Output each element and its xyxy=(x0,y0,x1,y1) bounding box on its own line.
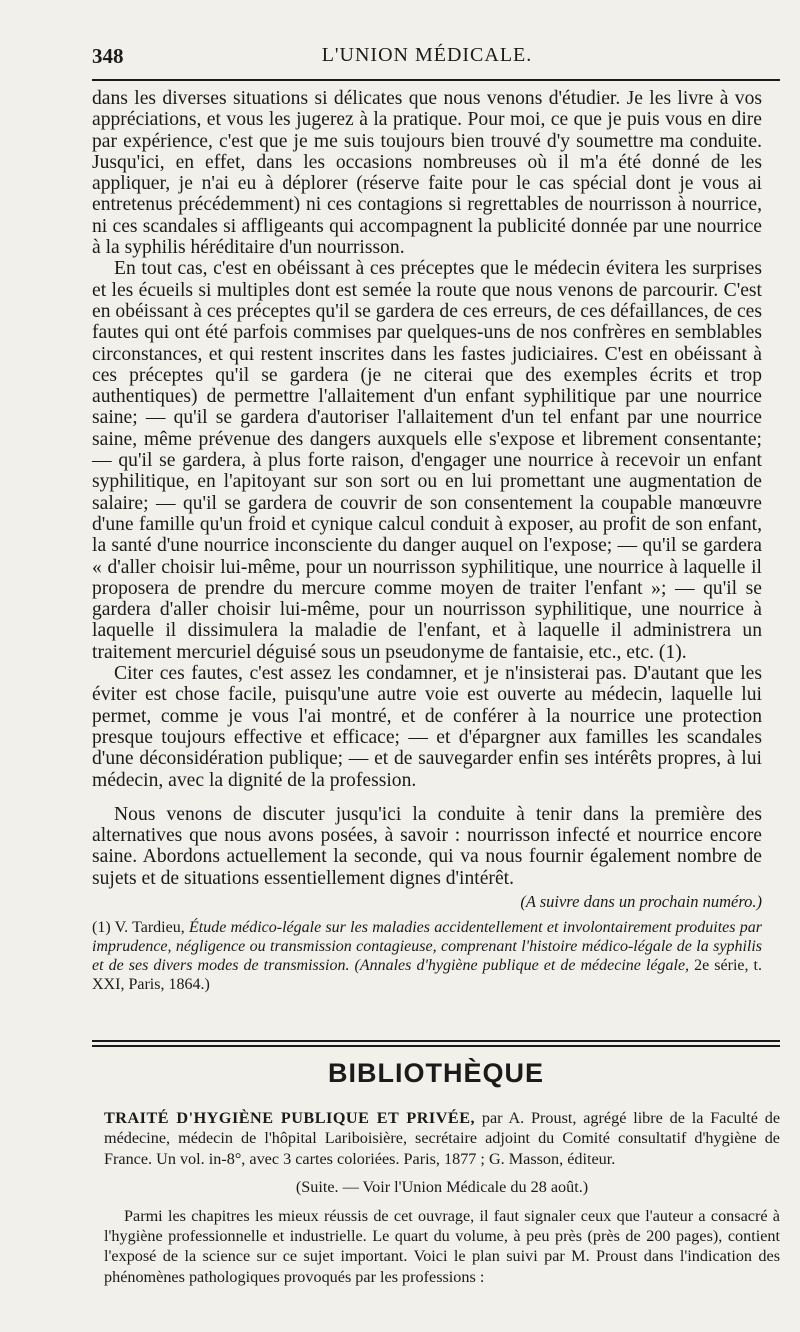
paragraph-1: dans les diverses situations si délicates que nous venons d'étudier. Je les livre à vos appréciations, et vous les jugerez à la pratique. Pour moi, ce que je puis vous en dire par expérience, c'est que je me suis toujours bien trouvé d'y soumettre ma conduite. Jusqu'ici, en effet, dans les occasions nombreuses où il m'a été donné de les appliquer, je n'ai eu à déplorer (réserve faite pour le cas spécial dont je vous ai entretenus précédemment) ni ces contagions si regrettables de nourrisson à nourrice, ni ces scandales si affligeants qui accompagnent la publicité donnée par une nourrice à la syphilis héréditaire d'un nourrisson. xyxy=(92,88,762,259)
footnote-suffix: 2e série, t. XXI, Paris, 1864.) xyxy=(92,957,762,994)
paragraph-4: Nous venons de discuter jusqu'ici la conduite à tenir dans la première des alternatives que nous avons posées, à savoir : nourrisson infecté et nourrice encore saine. Abordons actuellement la seconde, qui va nous fournir également nombre de sujets et de situations essentiellement dignes d'intérêt. xyxy=(92,803,762,889)
section-title: BIBLIOTHÈQUE xyxy=(327,1058,544,1088)
book-review xyxy=(104,1108,780,1287)
page-header xyxy=(92,44,762,74)
review-heading xyxy=(104,1108,780,1169)
footnote-prefix: (1) V. Tardieu, xyxy=(92,919,189,937)
footnote-title: Étude médico-légale sur les maladies accidentellement et involontairement produites par imprudence, négligence ou transmission contagieuse, comprenant l'histoire médico-légale de la syphilis et de ses divers modes de transmission. (Annales d'hygiène publique et de médecine légale, xyxy=(92,919,762,975)
book-title: TRAITÉ D'HYGIÈNE PUBLIQUE ET PRIVÉE, xyxy=(104,1109,476,1127)
section-rule-top xyxy=(92,1040,780,1042)
paragraph-2: En tout cas, c'est en obéissant à ces préceptes que le médecin évitera les surprises et les écueils si multiples dont est semée la route que nous venons de parcourir. C'est en obéissant à ces préceptes qu'il se gardera de ces erreurs, de ces défaillances, de ces fautes qui ont été parfois commises par quelques-uns de nos confrères en semblables circonstances, et qui restent inscrites dans les fastes judiciaires. C'est en obéissant à ces préceptes qu'il se gardera (je ne citerai que des exemples écrits et trop authentiques) de permettre l'allaitement d'un enfant syphilitique par une nourrice saine; — qu'il se gardera d'autoriser l'allaitement d'un tel enfant par une nourrice saine, même prévenue des dangers auxquels elle s'expose et librement consentante; — qu'il se gardera, à plus forte raison, d'engager une nourrice à recevoir un enfant syphilitique, en l'apitoyant sur son sort ou en lui promettant une augmentation de salaire; — qu'il se gardera de couvrir de son consentement la coupable manœuvre d'une famille qu'un froid et cynique calcul conduit à exposer, au profit de son enfant, la santé d'une nourrice inconsciente du danger auquel on l'expose; — qu'il se gardera « d'aller choisir lui-même, pour un nourrisson syphilitique, une nourrice à laquelle il proposera de prendre du mercure comme moyen de traiter l'enfant »; — qu'il se gardera d'aller choisir lui-même, pour un nourrisson syphilitique, une nourrice à laquelle il dissimulera la maladie de l'enfant, et à laquelle il administrera un traitement mercuriel déguisé sous un pseudonyme de fantaisie, etc., etc. (1). xyxy=(92,258,762,663)
running-title: L'UNION MÉDICALE. xyxy=(321,44,533,66)
page-number: 348 xyxy=(92,44,124,68)
continued-note: (Suite. — Voir l'Union Médicale du 28 août.) xyxy=(295,1178,589,1197)
article-body xyxy=(92,88,762,994)
footnote xyxy=(92,918,762,994)
header-rule xyxy=(92,79,780,81)
to-be-continued: (A suivre dans un prochain numéro.) xyxy=(520,891,762,911)
section-rule-bottom xyxy=(92,1045,780,1047)
book-details: par A. Proust, agrégé libre de la Faculté de médecine, médecin de l'hôpital Lariboisière, secrétaire adjoint du Comité consultatif d'hygiène de France. Un vol. in-8°, avec 3 cartes coloriées. Paris, 1877 ; G. Masson, éditeur. xyxy=(104,1109,780,1168)
paragraph-3: Citer ces fautes, c'est assez les condamner, et je n'insisterai pas. D'autant que les éviter est chose facile, puisqu'une autre voie est ouverte au médecin, laquelle lui permet, comme je vous l'ai montré, et de conférer à la nourrice une protection presque toujours effective et efficace; — et d'épargner aux familles les scandales d'une déconsidération publique; — et de sauvegarder enfin ses intérêts propres, à lui médecin, avec la dignité de la profession. xyxy=(92,663,762,791)
review-paragraph: Parmi les chapitres les mieux réussis de cet ouvrage, il faut signaler ceux que l'auteur a consacré à l'hygiène professionnelle et industrielle. Le quart du volume, à peu près (près de 200 pages), contient l'exposé de la science sur ce sujet important. Voici le plan suivi par M. Proust dans l'indication des phénomènes pathologiques provoqués par les professions : xyxy=(104,1206,780,1286)
